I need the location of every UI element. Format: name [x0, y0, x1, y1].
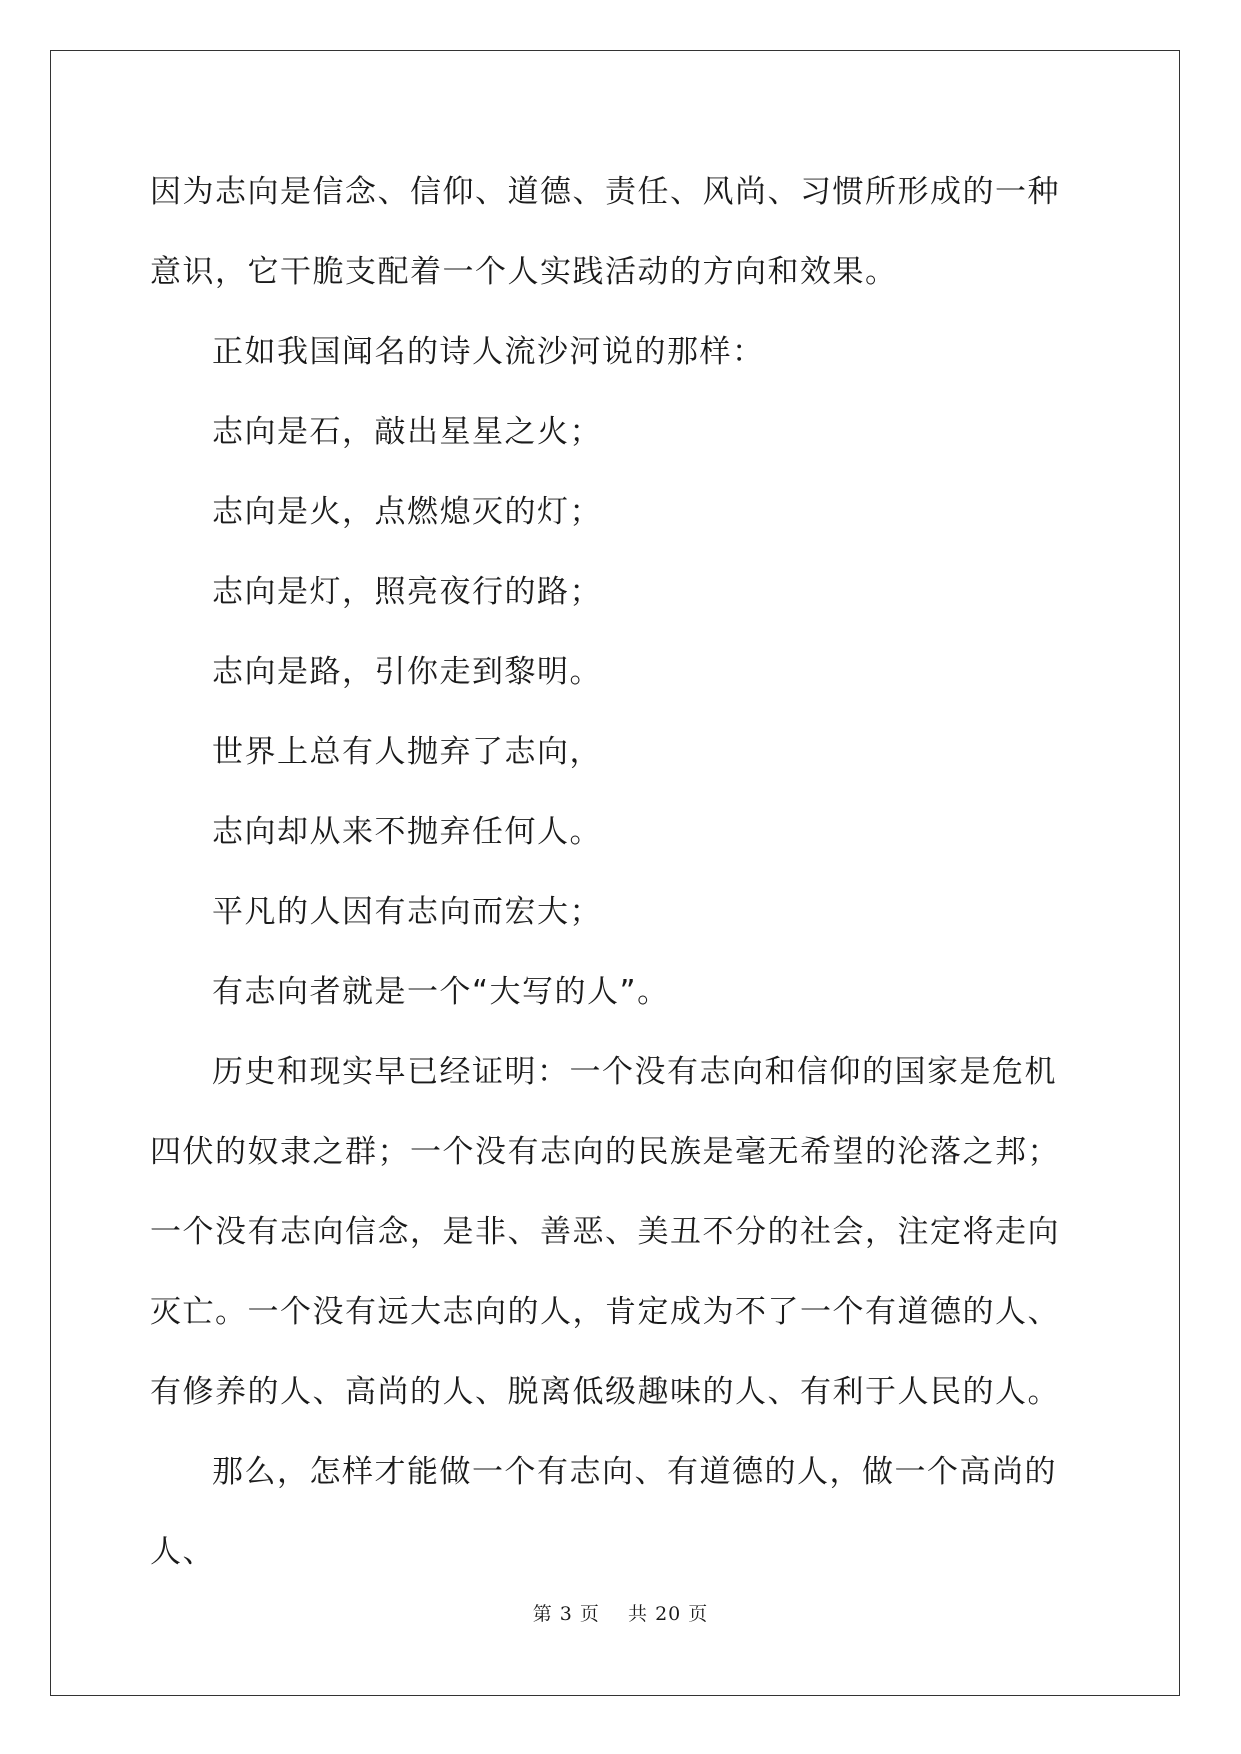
poem-line: 世界上总有人抛弃了志向， — [212, 734, 602, 770]
poem-line: 志向是路，引你走到黎明。 — [212, 654, 602, 690]
poem-line: 平凡的人因有志向而宏大； — [212, 894, 602, 930]
paragraph: 因为志向是信念、信仰、道德、责任、风尚、习惯所形成的一种意识，它干脆支配着一个人实践活动的方向和效果。 — [150, 174, 1060, 290]
page-total: 共 20 页 — [628, 1603, 709, 1625]
poem-line: 志向是石，敲出星星之火； — [212, 414, 602, 450]
poem-line: 志向却从来不抛弃任何人。 — [212, 814, 602, 850]
paragraph: 历史和现实早已经证明：一个没有志向和信仰的国家是危机四伏的奴隶之群；一个没有志向的民族是毫无希望的沦落之邦；一个没有志向信念，是非、善恶、美丑不分的社会，注定将走向灭亡。一个没有远大志向的人，肯定成为不了一个有道德的人、有修养的人、高尚的人、脱离低级趣味的人、有利于人民的人。 — [150, 1054, 1060, 1410]
document-body — [150, 152, 1085, 1592]
page-footer — [0, 1599, 1241, 1626]
page-number: 第 3 页 — [532, 1603, 600, 1625]
poem-line: 志向是灯，照亮夜行的路； — [212, 574, 602, 610]
poem-line: 志向是火，点燃熄灭的灯； — [212, 494, 602, 530]
paragraph: 正如我国闻名的诗人流沙河说的那样： — [212, 334, 765, 370]
poem-line: 有志向者就是一个“大写的人”。 — [212, 974, 670, 1010]
paragraph: 那么，怎样才能做一个有志向、有道德的人，做一个高尚的人、 — [150, 1454, 1057, 1570]
